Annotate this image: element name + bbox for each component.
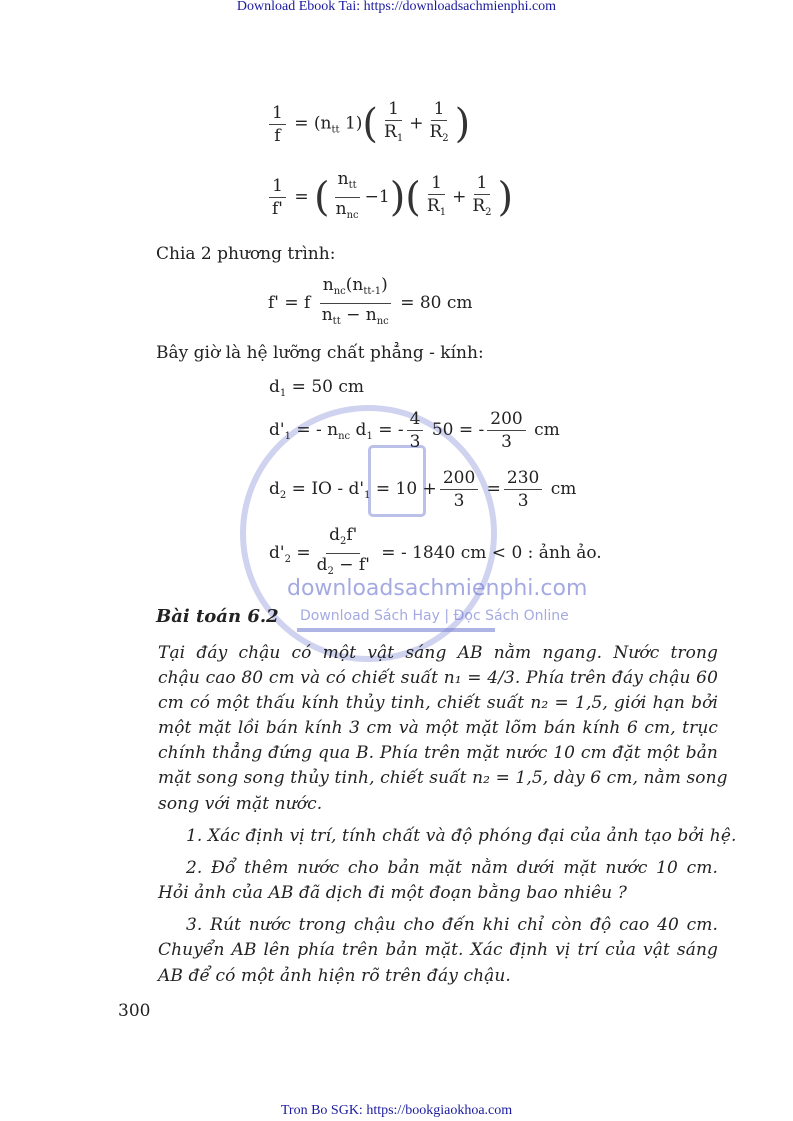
term: d': [269, 543, 285, 563]
term: f' = f: [268, 293, 311, 313]
divide-text: Chia 2 phương trình:: [156, 244, 336, 264]
term: = - 1840 cm < 0 : ảnh ảo.: [381, 543, 602, 563]
den: n: [335, 199, 347, 219]
sub: nc: [376, 316, 389, 327]
question-3: 3. Rút nước trong chậu cho đến khi chỉ còn độ cao 40 cm.: [186, 915, 718, 935]
equation-focal: [268, 274, 473, 333]
num: ): [381, 275, 388, 295]
term: d: [269, 479, 280, 499]
sub: nc: [333, 286, 346, 297]
num: 230: [504, 467, 542, 490]
den: R: [426, 195, 440, 216]
num: 1: [385, 98, 402, 121]
term: = 80 cm: [400, 293, 473, 313]
num: 200: [440, 467, 478, 490]
sub: 1: [439, 206, 447, 218]
sub: 1: [396, 133, 404, 144]
term: = IO - d': [291, 479, 365, 499]
problem-line: chính thẳng đứng qua B. Phía trên mặt nước 10 cm đặt một bản: [158, 743, 718, 763]
sub: 1: [279, 388, 287, 399]
sub: tt: [332, 316, 341, 327]
sub: 2: [327, 566, 334, 577]
term: = -: [378, 420, 404, 440]
num: (n: [345, 275, 364, 295]
num: d: [329, 525, 341, 545]
watermark-bar: [297, 628, 495, 632]
term: = - n: [296, 420, 339, 440]
den: − f': [333, 555, 370, 575]
den: R: [384, 122, 397, 142]
term: 50 = -: [431, 420, 485, 440]
eq: =: [294, 187, 309, 207]
den: 3: [453, 491, 465, 511]
den: − n: [340, 305, 377, 325]
equation-lens-water: $\frac{1}{f'}$ = ( $\frac{n_{tt}}{n_{nc}}$ −1)( $\frac{1}{R_1}$ + $\frac{1}{R_2}$ ): [266, 168, 513, 227]
sub: tt: [331, 124, 340, 136]
footer-link[interactable]: Tron Bo SGK: https://bookgiaokhoa.com: [280, 1103, 513, 1118]
watermark-tagline: Download Sách Hay | Đọc Sách Online: [300, 608, 569, 624]
num: 1: [269, 102, 286, 125]
sub: 2: [485, 206, 492, 218]
header-link[interactable]: Download Ebook Tai: https://downloadsachmienphi.com: [236, 0, 557, 14]
den: 3: [501, 432, 512, 452]
question-2-cont: Hỏi ảnh của AB đã dịch đi một đoạn bằng bao nhiêu ?: [158, 883, 627, 903]
equation-d1-prime: [269, 408, 560, 453]
problem-line: một mặt lồi bán kính 3 cm và một mặt lõm bán kính 6 cm, trục: [158, 718, 718, 738]
den: n: [321, 305, 333, 325]
plus: +: [452, 187, 467, 207]
question-1: 1. Xác định vị trí, tính chất và độ phóng đại của ảnh tạo bởi hệ.: [186, 826, 737, 846]
problem-line: cm có một thấu kính thủy tinh, chiết suất n₂ = 1,5, giới hạn bởi: [158, 693, 718, 713]
num: 1: [431, 98, 448, 121]
problem-title: Bài toán 6.2: [156, 606, 279, 627]
question-3-cont: Chuyển AB lên phía trên bản mặt. Xác định vị trí của vật sáng: [158, 940, 718, 960]
sub: nc: [346, 210, 359, 221]
num: 1: [474, 172, 491, 195]
term: d: [269, 377, 280, 397]
equation-d2: [269, 467, 576, 512]
plus: +: [409, 113, 424, 134]
term: d': [269, 420, 285, 440]
den: 3: [517, 491, 529, 511]
equation-lens-air: $\frac{1}{f}$ = ($n_{tt}$ 1)( $\frac{1}{R_1}$ + $\frac{1}{R_2}$ ): [266, 98, 470, 150]
den: R: [429, 122, 443, 142]
num: 200: [487, 408, 525, 431]
question-2: 2. Đổ thêm nước cho bản mặt nằm dưới mặt nước 10 cm.: [186, 858, 718, 878]
term: = 10 +: [375, 479, 437, 499]
sub: 2: [279, 490, 287, 501]
term: =: [296, 543, 311, 563]
problem-line: mặt song song thủy tinh, chiết suất n₂ = 1,5, dày 6 cm, nằm song: [158, 768, 728, 788]
page-number: 300: [118, 1001, 151, 1021]
den: d: [316, 555, 328, 575]
problem-line: chậu cao 80 cm và có chiết suất n₁ = 4/3. Phía trên đáy chậu 60: [158, 668, 718, 688]
den: f': [272, 199, 283, 219]
num: 1: [269, 175, 286, 198]
num: 1: [428, 172, 445, 195]
sub: tt-1: [363, 286, 382, 297]
problem-line: Tại đáy chậu có một vật sáng AB nằm ngang. Nước trong: [158, 643, 718, 663]
num: 4: [407, 408, 424, 431]
sub: 2: [284, 554, 291, 565]
term: =: [486, 479, 501, 499]
term: (n: [313, 113, 332, 134]
eq: =: [294, 113, 309, 134]
sub: nc: [338, 431, 351, 442]
den: 3: [409, 432, 421, 452]
sub: tt: [348, 180, 357, 191]
den: f: [274, 125, 281, 146]
num: f': [346, 525, 358, 545]
sub: 1: [284, 431, 291, 442]
den: R: [472, 195, 486, 216]
term: cm: [534, 420, 560, 440]
term: = 50 cm: [291, 377, 364, 397]
problem-line: song với mặt nước.: [158, 794, 323, 814]
question-3-cont: AB để có một ảnh hiện rõ trên đáy chậu.: [158, 966, 511, 986]
term: d: [355, 420, 367, 440]
term: −1: [364, 187, 390, 207]
sub: 1: [364, 490, 371, 501]
watermark-site: downloadsachmienphi.com: [287, 576, 588, 601]
term: cm: [550, 479, 577, 499]
system-text: Bây giờ là hệ lưỡng chất phẳng - kính:: [156, 343, 484, 363]
term: 1): [344, 113, 363, 134]
sub: 1: [366, 431, 373, 442]
equation-d1: [269, 377, 364, 399]
num: n: [322, 275, 334, 295]
sub: 2: [442, 133, 449, 144]
equation-d2-prime: [269, 524, 602, 583]
sub: 2: [340, 536, 347, 547]
num: n: [337, 169, 349, 189]
